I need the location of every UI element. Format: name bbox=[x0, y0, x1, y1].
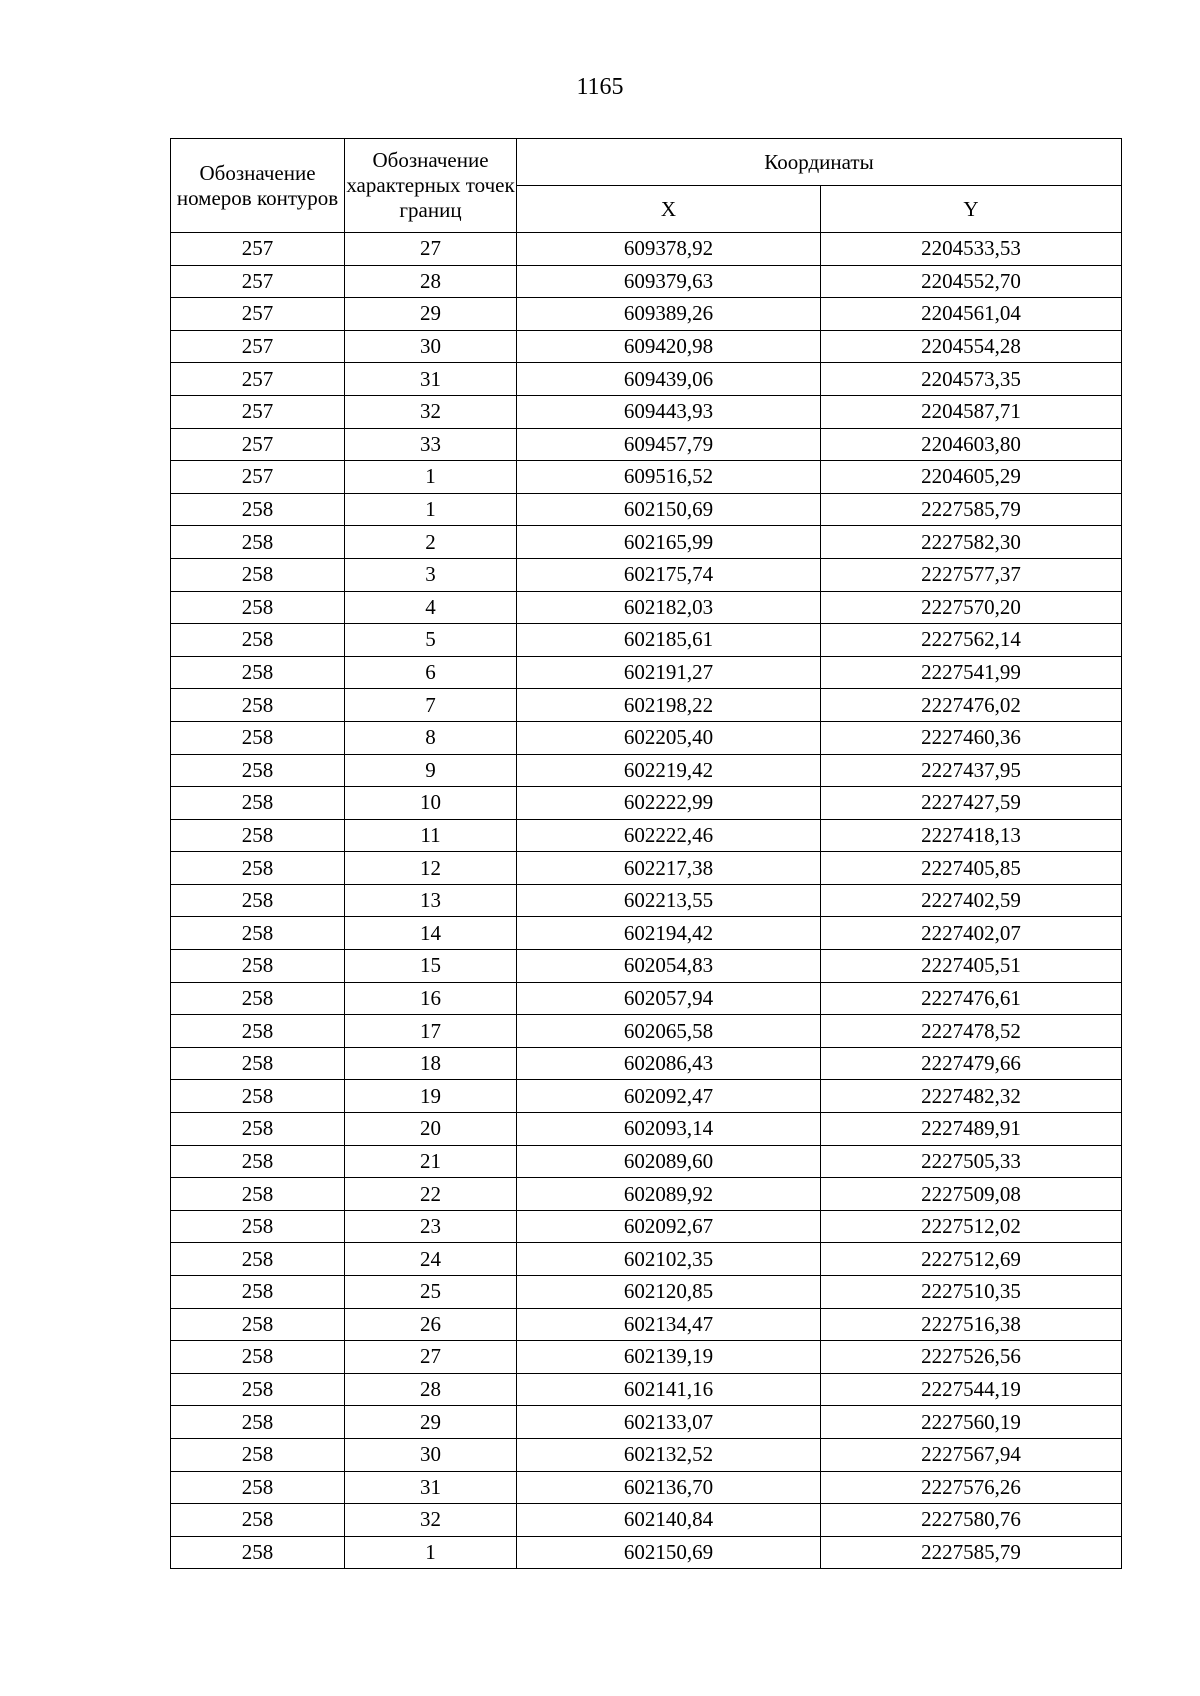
table-row bbox=[171, 1471, 1122, 1504]
cell-y: 2227489,91 bbox=[821, 1113, 1122, 1146]
cell-x: 609457,79 bbox=[517, 428, 821, 461]
cell-x: 609389,26 bbox=[517, 298, 821, 331]
table-row bbox=[171, 1276, 1122, 1309]
table-row bbox=[171, 1113, 1122, 1146]
cell-y: 2227567,94 bbox=[821, 1438, 1122, 1471]
cell-y: 2227577,37 bbox=[821, 558, 1122, 591]
table-row bbox=[171, 721, 1122, 754]
cell-contour-number: 258 bbox=[171, 1308, 345, 1341]
cell-y: 2227460,36 bbox=[821, 721, 1122, 754]
table-row bbox=[171, 1080, 1122, 1113]
cell-y: 2227510,35 bbox=[821, 1276, 1122, 1309]
table-row bbox=[171, 754, 1122, 787]
table-row bbox=[171, 1406, 1122, 1439]
header-coordinates: Координаты bbox=[517, 139, 1122, 186]
cell-contour-number: 258 bbox=[171, 1047, 345, 1080]
cell-point-number: 18 bbox=[345, 1047, 517, 1080]
cell-contour-number: 258 bbox=[171, 493, 345, 526]
cell-point-number: 26 bbox=[345, 1308, 517, 1341]
cell-y: 2204554,28 bbox=[821, 330, 1122, 363]
table-row bbox=[171, 1373, 1122, 1406]
cell-y: 2227427,59 bbox=[821, 787, 1122, 820]
cell-contour-number: 258 bbox=[171, 689, 345, 722]
table-row bbox=[171, 1536, 1122, 1569]
cell-contour-number: 258 bbox=[171, 1113, 345, 1146]
cell-point-number: 28 bbox=[345, 265, 517, 298]
cell-y: 2204587,71 bbox=[821, 395, 1122, 428]
table-row bbox=[171, 1178, 1122, 1211]
table-row bbox=[171, 1047, 1122, 1080]
cell-x: 602092,67 bbox=[517, 1210, 821, 1243]
cell-x: 602175,74 bbox=[517, 558, 821, 591]
cell-x: 602217,38 bbox=[517, 852, 821, 885]
cell-x: 609378,92 bbox=[517, 233, 821, 266]
cell-contour-number: 258 bbox=[171, 558, 345, 591]
table-row bbox=[171, 1308, 1122, 1341]
cell-y: 2227512,02 bbox=[821, 1210, 1122, 1243]
cell-x: 602139,19 bbox=[517, 1341, 821, 1374]
cell-x: 602150,69 bbox=[517, 493, 821, 526]
cell-y: 2227544,19 bbox=[821, 1373, 1122, 1406]
header-contour-numbers: Обозначение номеров контуров bbox=[171, 139, 345, 233]
table-row bbox=[171, 1145, 1122, 1178]
table-row bbox=[171, 526, 1122, 559]
cell-contour-number: 258 bbox=[171, 1341, 345, 1374]
cell-x: 602054,83 bbox=[517, 950, 821, 983]
cell-x: 602213,55 bbox=[517, 884, 821, 917]
cell-y: 2227482,32 bbox=[821, 1080, 1122, 1113]
cell-point-number: 16 bbox=[345, 982, 517, 1015]
cell-point-number: 2 bbox=[345, 526, 517, 559]
cell-contour-number: 258 bbox=[171, 1145, 345, 1178]
cell-contour-number: 258 bbox=[171, 852, 345, 885]
cell-x: 602134,47 bbox=[517, 1308, 821, 1341]
cell-point-number: 21 bbox=[345, 1145, 517, 1178]
cell-x: 602089,60 bbox=[517, 1145, 821, 1178]
cell-contour-number: 258 bbox=[171, 721, 345, 754]
cell-x: 602093,14 bbox=[517, 1113, 821, 1146]
cell-x: 602057,94 bbox=[517, 982, 821, 1015]
cell-x: 602086,43 bbox=[517, 1047, 821, 1080]
table-row bbox=[171, 950, 1122, 983]
cell-point-number: 1 bbox=[345, 493, 517, 526]
cell-contour-number: 258 bbox=[171, 884, 345, 917]
cell-y: 2204533,53 bbox=[821, 233, 1122, 266]
table-body bbox=[171, 233, 1122, 1569]
cell-y: 2227437,95 bbox=[821, 754, 1122, 787]
coordinates-table bbox=[170, 138, 1122, 1569]
cell-x: 602194,42 bbox=[517, 917, 821, 950]
cell-y: 2227405,85 bbox=[821, 852, 1122, 885]
cell-contour-number: 257 bbox=[171, 233, 345, 266]
cell-contour-number: 258 bbox=[171, 591, 345, 624]
cell-point-number: 11 bbox=[345, 819, 517, 852]
cell-x: 602165,99 bbox=[517, 526, 821, 559]
cell-point-number: 12 bbox=[345, 852, 517, 885]
cell-y: 2227516,38 bbox=[821, 1308, 1122, 1341]
cell-x: 602191,27 bbox=[517, 656, 821, 689]
cell-x: 609516,52 bbox=[517, 461, 821, 494]
table-row bbox=[171, 819, 1122, 852]
cell-x: 602136,70 bbox=[517, 1471, 821, 1504]
cell-x: 602150,69 bbox=[517, 1536, 821, 1569]
cell-x: 602198,22 bbox=[517, 689, 821, 722]
cell-contour-number: 257 bbox=[171, 298, 345, 331]
cell-x: 602102,35 bbox=[517, 1243, 821, 1276]
table-row bbox=[171, 1438, 1122, 1471]
table-row bbox=[171, 787, 1122, 820]
header-y: Y bbox=[821, 186, 1122, 233]
cell-contour-number: 258 bbox=[171, 754, 345, 787]
table-row bbox=[171, 558, 1122, 591]
cell-point-number: 4 bbox=[345, 591, 517, 624]
cell-y: 2227512,69 bbox=[821, 1243, 1122, 1276]
cell-x: 602219,42 bbox=[517, 754, 821, 787]
cell-y: 2227585,79 bbox=[821, 1536, 1122, 1569]
cell-contour-number: 257 bbox=[171, 461, 345, 494]
cell-point-number: 15 bbox=[345, 950, 517, 983]
table-row bbox=[171, 982, 1122, 1015]
cell-contour-number: 258 bbox=[171, 950, 345, 983]
cell-point-number: 29 bbox=[345, 298, 517, 331]
cell-contour-number: 257 bbox=[171, 363, 345, 396]
cell-y: 2227476,61 bbox=[821, 982, 1122, 1015]
cell-point-number: 1 bbox=[345, 461, 517, 494]
cell-point-number: 25 bbox=[345, 1276, 517, 1309]
cell-point-number: 27 bbox=[345, 233, 517, 266]
cell-x: 602065,58 bbox=[517, 1015, 821, 1048]
cell-contour-number: 257 bbox=[171, 428, 345, 461]
cell-contour-number: 258 bbox=[171, 787, 345, 820]
cell-x: 602092,47 bbox=[517, 1080, 821, 1113]
cell-point-number: 7 bbox=[345, 689, 517, 722]
cell-y: 2227541,99 bbox=[821, 656, 1122, 689]
cell-x: 609443,93 bbox=[517, 395, 821, 428]
cell-point-number: 31 bbox=[345, 1471, 517, 1504]
cell-y: 2204573,35 bbox=[821, 363, 1122, 396]
cell-point-number: 24 bbox=[345, 1243, 517, 1276]
cell-contour-number: 257 bbox=[171, 395, 345, 428]
cell-point-number: 32 bbox=[345, 395, 517, 428]
table-row bbox=[171, 884, 1122, 917]
cell-y: 2204552,70 bbox=[821, 265, 1122, 298]
cell-x: 609420,98 bbox=[517, 330, 821, 363]
cell-point-number: 30 bbox=[345, 1438, 517, 1471]
table-row bbox=[171, 1015, 1122, 1048]
header-boundary-points: Обозначение характерных точек границ bbox=[345, 139, 517, 233]
cell-point-number: 29 bbox=[345, 1406, 517, 1439]
table-row bbox=[171, 624, 1122, 657]
cell-contour-number: 258 bbox=[171, 1504, 345, 1537]
cell-point-number: 14 bbox=[345, 917, 517, 950]
cell-x: 602182,03 bbox=[517, 591, 821, 624]
table-row bbox=[171, 298, 1122, 331]
cell-x: 602120,85 bbox=[517, 1276, 821, 1309]
cell-y: 2227560,19 bbox=[821, 1406, 1122, 1439]
table-row bbox=[171, 591, 1122, 624]
cell-x: 602185,61 bbox=[517, 624, 821, 657]
cell-point-number: 32 bbox=[345, 1504, 517, 1537]
table-row bbox=[171, 852, 1122, 885]
cell-y: 2204603,80 bbox=[821, 428, 1122, 461]
cell-y: 2227478,52 bbox=[821, 1015, 1122, 1048]
header-x: X bbox=[517, 186, 821, 233]
cell-y: 2227562,14 bbox=[821, 624, 1122, 657]
cell-point-number: 1 bbox=[345, 1536, 517, 1569]
cell-contour-number: 258 bbox=[171, 1243, 345, 1276]
table-row bbox=[171, 395, 1122, 428]
table-row bbox=[171, 1210, 1122, 1243]
cell-contour-number: 258 bbox=[171, 656, 345, 689]
cell-contour-number: 258 bbox=[171, 1406, 345, 1439]
cell-point-number: 9 bbox=[345, 754, 517, 787]
cell-y: 2227582,30 bbox=[821, 526, 1122, 559]
cell-x: 602132,52 bbox=[517, 1438, 821, 1471]
cell-point-number: 33 bbox=[345, 428, 517, 461]
cell-contour-number: 258 bbox=[171, 1373, 345, 1406]
cell-y: 2227505,33 bbox=[821, 1145, 1122, 1178]
page-number: 1165 bbox=[576, 74, 624, 100]
cell-contour-number: 257 bbox=[171, 330, 345, 363]
cell-contour-number: 258 bbox=[171, 917, 345, 950]
cell-point-number: 31 bbox=[345, 363, 517, 396]
cell-x: 602141,16 bbox=[517, 1373, 821, 1406]
cell-contour-number: 258 bbox=[171, 1015, 345, 1048]
cell-y: 2204561,04 bbox=[821, 298, 1122, 331]
cell-point-number: 5 bbox=[345, 624, 517, 657]
cell-point-number: 13 bbox=[345, 884, 517, 917]
cell-point-number: 20 bbox=[345, 1113, 517, 1146]
cell-y: 2227418,13 bbox=[821, 819, 1122, 852]
cell-contour-number: 258 bbox=[171, 1438, 345, 1471]
cell-y: 2227509,08 bbox=[821, 1178, 1122, 1211]
cell-y: 2227405,51 bbox=[821, 950, 1122, 983]
cell-x: 602205,40 bbox=[517, 721, 821, 754]
cell-point-number: 8 bbox=[345, 721, 517, 754]
table-row bbox=[171, 493, 1122, 526]
table-row bbox=[171, 656, 1122, 689]
cell-y: 2227479,66 bbox=[821, 1047, 1122, 1080]
table-row bbox=[171, 363, 1122, 396]
cell-point-number: 28 bbox=[345, 1373, 517, 1406]
cell-y: 2227570,20 bbox=[821, 591, 1122, 624]
table-row bbox=[171, 689, 1122, 722]
cell-y: 2227526,56 bbox=[821, 1341, 1122, 1374]
cell-contour-number: 258 bbox=[171, 982, 345, 1015]
cell-point-number: 22 bbox=[345, 1178, 517, 1211]
table-row bbox=[171, 233, 1122, 266]
cell-point-number: 30 bbox=[345, 330, 517, 363]
cell-contour-number: 258 bbox=[171, 1471, 345, 1504]
cell-x: 602133,07 bbox=[517, 1406, 821, 1439]
cell-contour-number: 257 bbox=[171, 265, 345, 298]
cell-y: 2227580,76 bbox=[821, 1504, 1122, 1537]
cell-contour-number: 258 bbox=[171, 1276, 345, 1309]
cell-x: 602089,92 bbox=[517, 1178, 821, 1211]
table-row bbox=[171, 917, 1122, 950]
cell-x: 602140,84 bbox=[517, 1504, 821, 1537]
cell-y: 2227402,59 bbox=[821, 884, 1122, 917]
table-row bbox=[171, 1341, 1122, 1374]
cell-y: 2227476,02 bbox=[821, 689, 1122, 722]
cell-x: 602222,99 bbox=[517, 787, 821, 820]
table-row bbox=[171, 461, 1122, 494]
table-row bbox=[171, 1243, 1122, 1276]
cell-x: 609379,63 bbox=[517, 265, 821, 298]
table-row bbox=[171, 265, 1122, 298]
cell-contour-number: 258 bbox=[171, 526, 345, 559]
cell-point-number: 27 bbox=[345, 1341, 517, 1374]
table-row bbox=[171, 330, 1122, 363]
cell-x: 609439,06 bbox=[517, 363, 821, 396]
cell-contour-number: 258 bbox=[171, 624, 345, 657]
cell-y: 2227585,79 bbox=[821, 493, 1122, 526]
cell-point-number: 17 bbox=[345, 1015, 517, 1048]
cell-y: 2227576,26 bbox=[821, 1471, 1122, 1504]
cell-point-number: 23 bbox=[345, 1210, 517, 1243]
cell-contour-number: 258 bbox=[171, 819, 345, 852]
table-row bbox=[171, 1504, 1122, 1537]
cell-y: 2204605,29 bbox=[821, 461, 1122, 494]
cell-point-number: 6 bbox=[345, 656, 517, 689]
cell-contour-number: 258 bbox=[171, 1210, 345, 1243]
cell-point-number: 19 bbox=[345, 1080, 517, 1113]
cell-point-number: 10 bbox=[345, 787, 517, 820]
cell-contour-number: 258 bbox=[171, 1178, 345, 1211]
cell-contour-number: 258 bbox=[171, 1536, 345, 1569]
cell-x: 602222,46 bbox=[517, 819, 821, 852]
cell-point-number: 3 bbox=[345, 558, 517, 591]
cell-contour-number: 258 bbox=[171, 1080, 345, 1113]
cell-y: 2227402,07 bbox=[821, 917, 1122, 950]
table-row bbox=[171, 428, 1122, 461]
